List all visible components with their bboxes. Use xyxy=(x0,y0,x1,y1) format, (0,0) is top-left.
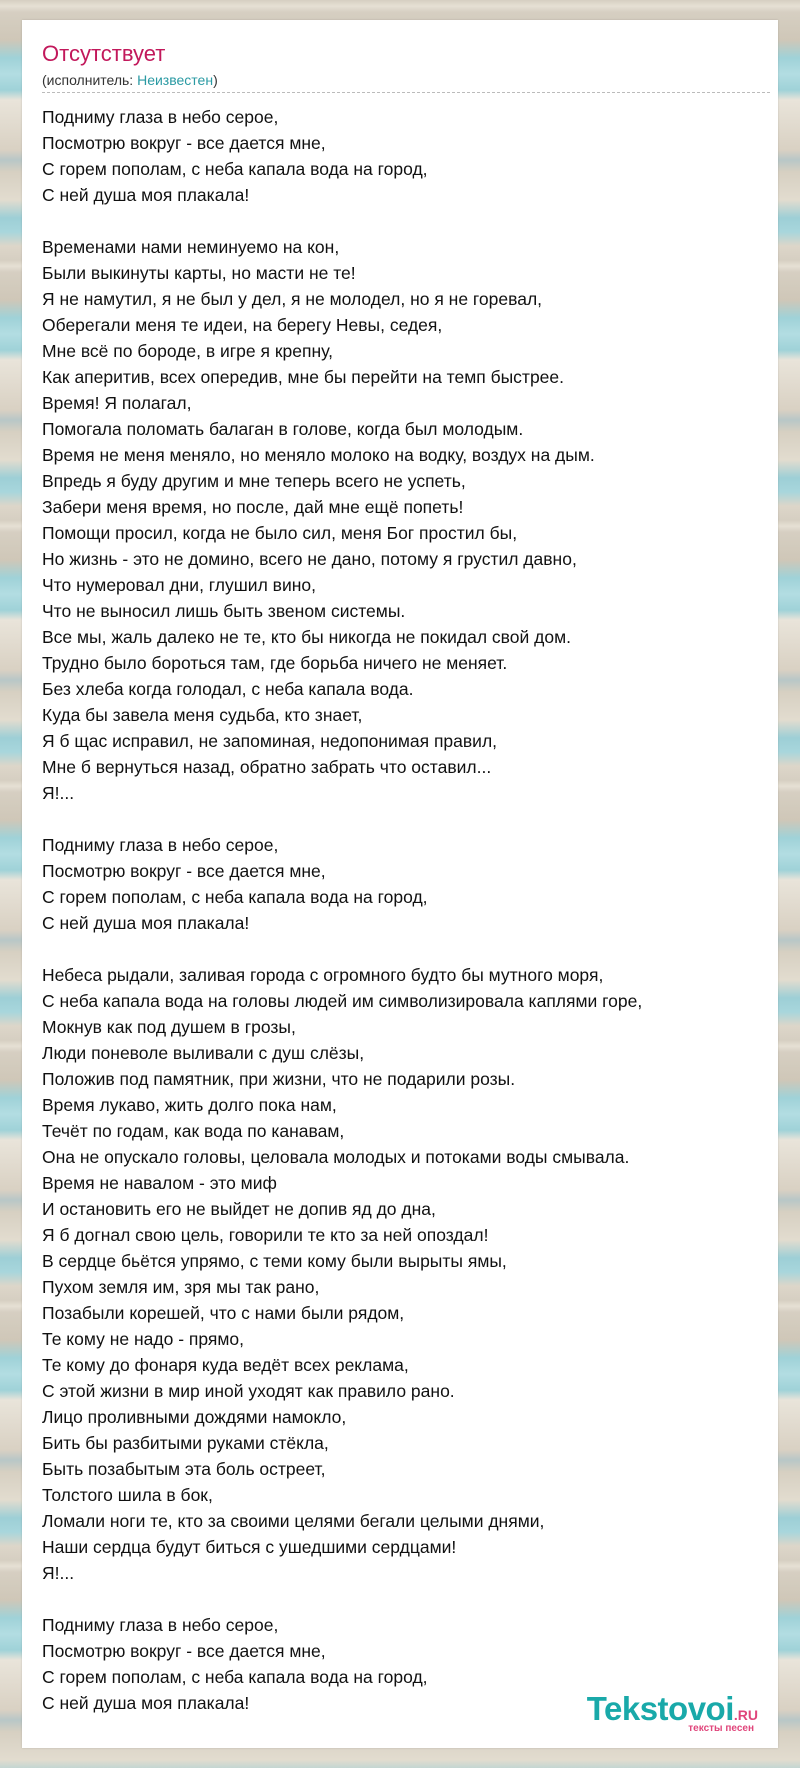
performer-link[interactable]: Неизвестен xyxy=(137,72,214,88)
lyrics-text: Подниму глаза в небо серое, Посмотрю вокруг - все дается мне, С горем пополам, с неба капала вода на город, С ней душа моя плакала! Временами нами неминуемо на кон, Были выкинуты карты, но масти не те! Я не намутил, я не был у дел, я не молодел, но я не горевал, Оберегали меня те идеи, на берегу Невы, седея, Мне всё по бороде, в игре я крепну, Как аперитив, всех опередив, мне бы перейти на темп быстрее. Время! Я полагал, Помогала поломать балаган в голове, когда был молодым. Время не меня меняло, но меняло молоко на водку, воздух на дым. Впредь я буду другим и мне теперь всего не успеть, Забери меня время, но после, дай мне ещё попеть! Помощи просил, когда не было сил, меня Бог простил бы, Но жизнь - это не домино, всего не дано, потому я грустил давно, Что нумеровал дни, глушил вино, Что не выносил лишь быть звеном системы. Все мы, жаль далеко не те, кто бы никогда не покидал свой дом. Трудно было бороться там, где борьба ничего не меняет. Без хлеба когда голодал, с неба капала вода. Куда бы завела меня судьба, кто знает, Я б щас исправил, не запоминая, недопонимая правил, Мне б вернуться назад, обратно забрать что оставил... Я!... Подниму глаза в небо серое, Посмотрю вокруг - все дается мне, С горем пополам, с неба капала вода на город, С ней душа моя плакала! Небеса рыдали, заливая города с огромного будто бы мутного моря, С неба капала вода на головы людей им символизировала каплями горе, Мокнув как под душем в грозы, Люди поневоле выливали с душ слёзы, Положив под памятник, при жизни, что не подарили розы. Время лукаво, жить долго пока нам, Течёт по годам, как вода по канавам, Она не опускало головы, целовала молодых и потоками воды смывала. Время не навалом - это миф И остановить его не выйдет не допив яд до дна, Я б догнал свою цель, говорили те кто за ней опоздал! В сердце бьётся упрямо, с теми кому были вырыты ямы, Пухом земля им, зря мы так рано, Позабыли корешей, что с нами были рядом, Те кому не надо - прямо, Те кому до фонаря куда ведёт всех реклама, С этой жизни в мир иной уходят как правило рано. Лицо проливными дождями намокло, Бить бы разбитыми руками стёкла, Быть позабытым эта боль остреет, Толстого шила в бок, Ломали ноги те, кто за своими целями бегали целыми днями, Наши сердца будут биться с ушедшими сердцами! Я!... Подниму глаза в небо серое, Посмотрю вокруг - все дается мне, С горем пополам, с неба капала вода на город, С ней душа моя плакала! xyxy=(42,107,643,1713)
performer-suffix: ) xyxy=(213,72,218,88)
performer-line xyxy=(42,72,218,89)
header-divider xyxy=(42,92,770,93)
lyrics-card xyxy=(22,20,778,1748)
performer-prefix: (исполнитель: xyxy=(42,72,138,88)
logo-tld: .RU xyxy=(733,1707,758,1723)
site-logo[interactable] xyxy=(587,1692,758,1734)
logo-brand: Tekstovoi xyxy=(586,1690,734,1727)
logo-tagline: тексты песен xyxy=(688,1723,754,1734)
logo-wordmark xyxy=(587,1692,758,1725)
song-title: Отсутствует xyxy=(42,41,166,66)
